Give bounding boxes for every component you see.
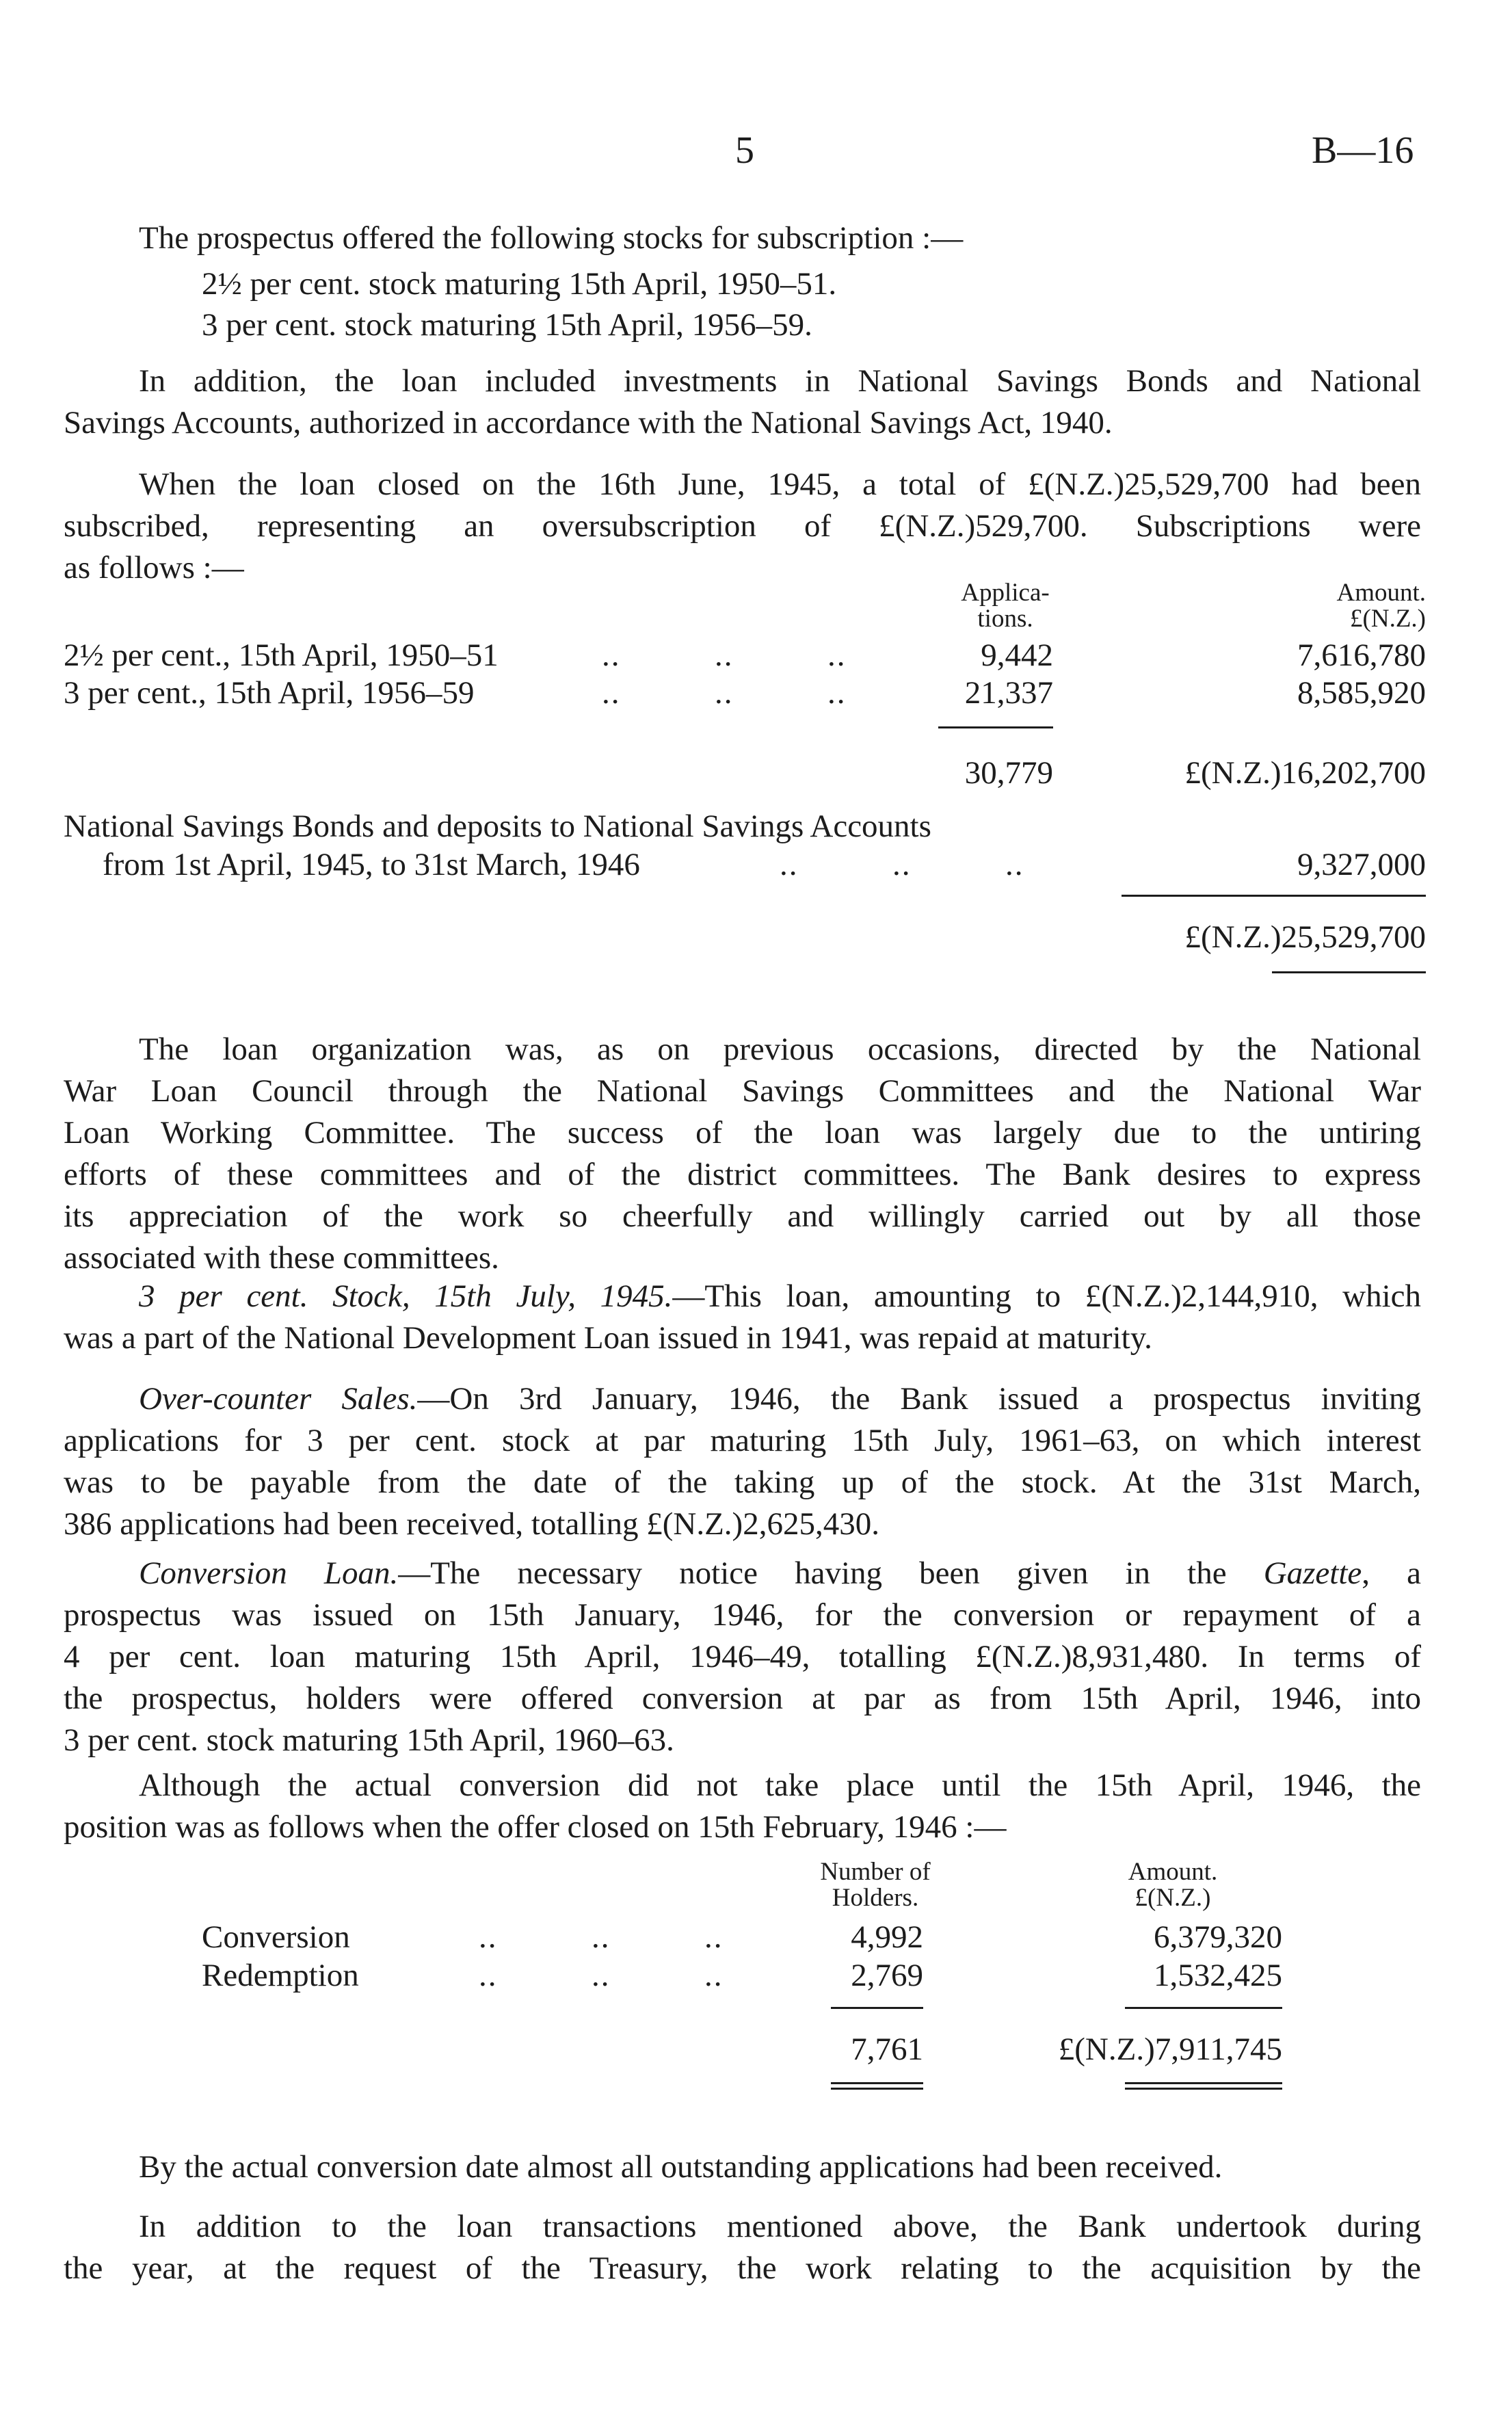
subtotal-rule-applications [938,726,1053,728]
overcounter-heading: Over-counter Sales. [139,1381,418,1417]
stock-offered-1: 2½ per cent. stock maturing 15th April, 1950–51. [202,266,837,302]
paragraph-loan-closed: When the loan closed on the 16th June, 1945, a total of £(N.Z.)25,529,700 had been subscribed, representing an oversubscription of £(N.Z.)529,700. Subscriptions were as follows :— [64,466,1421,586]
col-header-applications: Applica- tions. [961,579,1050,633]
total-rule-amount [1125,2007,1282,2009]
grand-total-amount: £(N.Z.)25,529,700 [1184,919,1426,955]
paragraph-although: Although the actual conversion did not take place until the 15th April, 1946, the position was as follows when the offer closed on 15th February, 1946 :— [64,1767,1421,1845]
col-header-amount-conversion: Amount. £(N.Z.) [1128,1858,1218,1912]
document-reference: B—16 [1312,129,1414,172]
paragraph-overcounter: Over-counter Sales.—On 3rd January, 1946, the Bank issued a prospectus inviting applications for 3 per cent. stock at par maturing 15th July, 1961–63, on which interest was to be payable from the date of the taking up of the stock. At the 31st March, 386 applications had been received, totalling £(N.Z.)2,625,430. [64,1381,1421,1542]
double-rule-holders-2 [831,2088,923,2090]
paragraph-addition: In addition, the loan included investments in National Savings Bonds and National Savings Accounts, authorized in accordance with the National Savings Act, 1940. [64,363,1421,441]
grand-total-rule-top [1122,895,1426,897]
double-rule-amount-1 [1125,2082,1282,2084]
paragraph-stock-1945: 3 per cent. Stock, 15th July, 1945.—This loan, amounting to £(N.Z.)2,144,910, which was a part of the National Development Loan issued in 1941, was repaid at maturity. [64,1278,1421,1356]
paragraph-final: In addition to the loan transactions mentioned above, the Bank undertook during the year, at the request of the Treasury, the work relating to the acquisition by the [64,2209,1421,2286]
total-rule-holders [831,2007,923,2009]
savings-label-line-2: from 1st April, 1945, to 31st March, 1946 [103,847,640,882]
page-number: 5 [735,129,754,172]
col-header-holders: Number of Holders. [820,1858,931,1912]
savings-amount: 9,327,000 [1297,847,1426,882]
subtotal-amount: £(N.Z.)16,202,700 [1184,755,1426,791]
total-holders: 7,761 [851,2032,923,2067]
total-amount: £(N.Z.)7,911,745 [1058,2032,1282,2067]
prospectus-intro: The prospectus offered the following stocks for subscription :— [139,220,964,256]
savings-label-line-1: National Savings Bonds and deposits to National Savings Accounts [64,809,931,844]
gazette-title: Gazette [1263,1555,1362,1591]
paragraph-organization: The loan organization was, as on previous occasions, directed by the National War Loan Council through the National Savings Committees and the National War Loan Working Committee. The success of the loan was largely due to the untiring efforts of these committees and of the district committees. The Bank desires to express its appreciation of the work so cheerfully and willingly carried out by all those associated with these committees. [64,1031,1421,1276]
grand-total-rule-bottom [1272,971,1426,973]
stock-offered-2: 3 per cent. stock maturing 15th April, 1956–59. [202,307,812,343]
col-header-amount: Amount. £(N.Z.) [1336,579,1426,633]
subtotal-applications: 30,779 [964,755,1053,791]
paragraph-actual-conversion: By the actual conversion date almost all outstanding applications had been received. [139,2149,1223,2185]
paragraph-conversion: Conversion Loan.—The necessary notice having been given in the Gazette, a prospectus was issued on 15th January, 1946, for the conversion or repayment of a 4 per cent. loan maturing 15th April, 1946–49, totalling £(N.Z.)8,931,480. In terms of the prospectus, holders were offered conversion at par as from 15th April, 1946, into 3 per cent. stock maturing 15th April, 1960–63. [64,1555,1421,1758]
stock-heading: 3 per cent. Stock, 15th July, 1945. [139,1278,673,1314]
double-rule-holders-1 [831,2082,923,2084]
double-rule-amount-2 [1125,2088,1282,2090]
conversion-heading: Conversion Loan. [139,1555,399,1591]
